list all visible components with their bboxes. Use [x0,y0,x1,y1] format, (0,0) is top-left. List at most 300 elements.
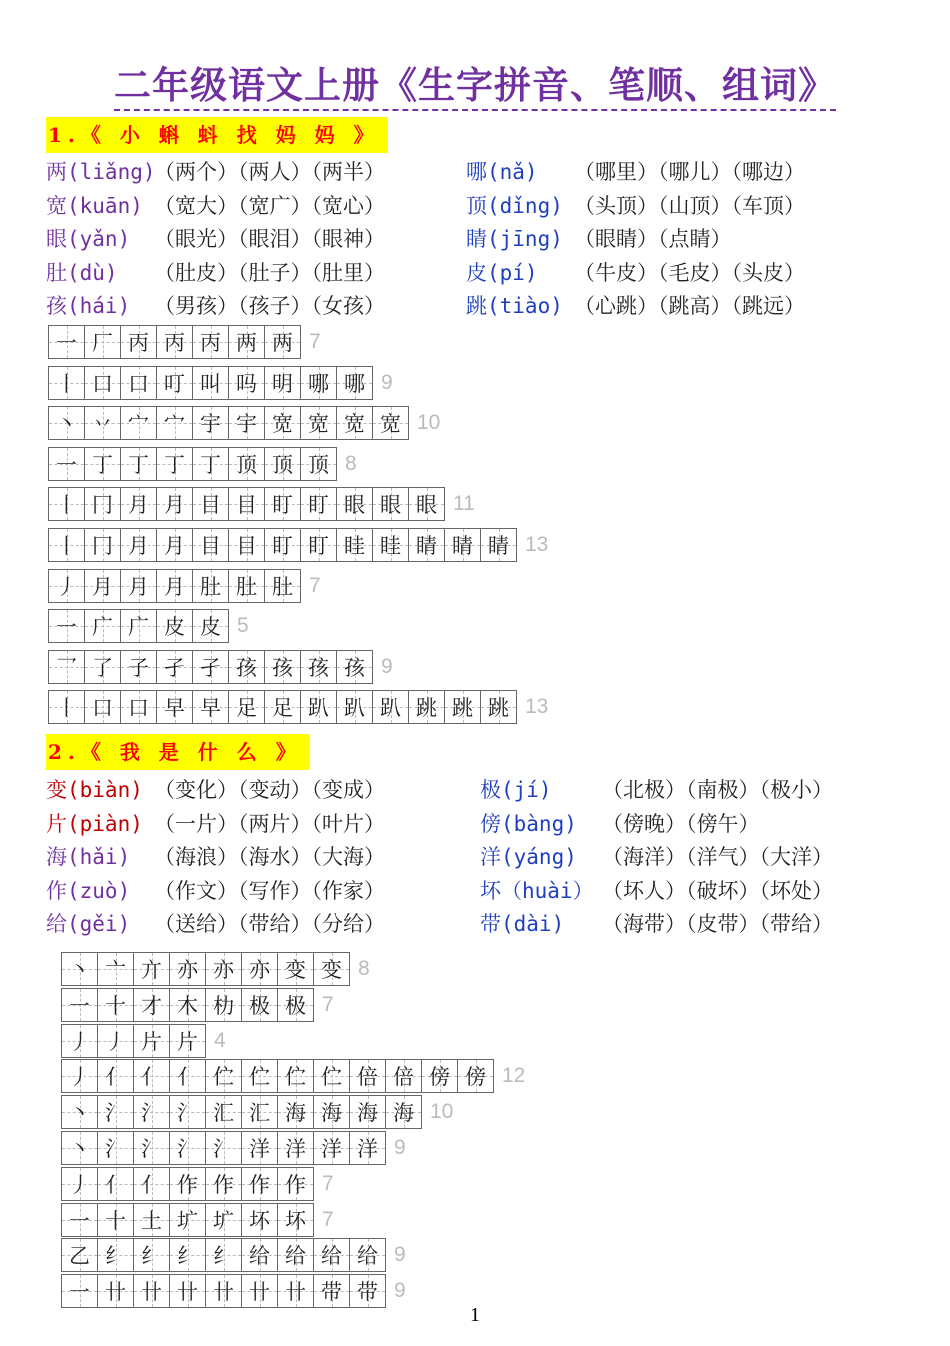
stroke-glyph: 才 [141,993,162,1018]
stroke-order-row [48,609,249,643]
vocab-char: 肚 [46,260,67,285]
stroke-cell [62,1239,98,1271]
stroke-cell [350,1132,385,1164]
vocab-words: （男孩）（孩子）（女孩） [154,294,385,318]
stroke-cell [98,1168,134,1200]
stroke-cells [48,366,373,400]
stroke-glyph: 皮 [200,615,221,640]
stroke-glyph: 跳 [416,696,437,721]
stroke-count: 9 [394,1279,406,1303]
stroke-order-row [48,650,393,684]
stroke-cell [373,488,409,520]
stroke-glyph: 早 [200,696,221,721]
stroke-cell [62,953,98,985]
vocab-row [46,842,385,872]
vocab-pinyin: (biàn) [67,778,143,802]
stroke-cells [48,528,517,562]
stroke-glyph: 叮 [164,371,185,396]
stroke-cell [337,407,373,439]
stroke-glyph: 宽 [308,412,329,437]
vocab-pinyin: (zuò) [67,878,131,903]
stroke-cell [121,651,157,683]
stroke-glyph: 坏 [249,1208,270,1233]
stroke-cell [62,1275,98,1307]
stroke-glyph: 给 [357,1244,378,1269]
vocab-char: 两 [46,160,67,184]
stroke-glyph: 海 [285,1101,306,1126]
stroke-glyph: 丶 [69,1137,90,1161]
stroke-glyph: 纟 [177,1244,198,1269]
stroke-cell [373,691,409,723]
stroke-cell [350,1096,386,1128]
stroke-cell [242,1168,278,1200]
stroke-cell [170,1132,206,1164]
stroke-cell [265,326,300,358]
stroke-cell [314,1060,350,1092]
vocab-row [466,191,805,221]
stroke-glyph: 作 [213,1172,234,1197]
vocab-row [480,909,833,939]
vocab-words: （一片）（两片）（叶片） [154,811,385,836]
stroke-count: 11 [453,492,475,516]
vocab-row [466,157,805,187]
stroke-glyph: 丙 [128,331,149,355]
stroke-cell [98,989,134,1021]
vocab-pinyin: (gěi) [67,912,131,936]
stroke-glyph: 亻 [105,1065,126,1090]
vocab-char: 洋 [480,845,501,869]
stroke-glyph: 亦 [249,958,270,982]
stroke-glyph: 一 [69,1280,90,1305]
stroke-cell [193,488,229,520]
stroke-cell [193,326,229,358]
stroke-cell [301,651,337,683]
stroke-glyph: 伫 [285,1065,306,1090]
stroke-glyph: 丁 [164,452,185,477]
stroke-count: 8 [345,451,357,475]
stroke-glyph: 丙 [164,331,185,355]
vocab-char: 哪 [466,160,487,184]
stroke-cell [85,488,121,520]
vocab-words: （心跳）（跳高）（跳远） [574,294,805,318]
stroke-order-row [61,1203,334,1237]
stroke-glyph: 给 [321,1244,342,1269]
vocab-char: 皮 [466,260,487,285]
vocab-pinyin: (yáng) [501,845,577,869]
stroke-glyph: 洋 [321,1137,342,1161]
stroke-cell [170,1239,206,1271]
vocab-char: 顶 [466,193,487,218]
stroke-count: 9 [394,1136,406,1159]
stroke-cell [62,1096,98,1128]
stroke-glyph: 伫 [321,1065,342,1090]
stroke-cell [170,1060,206,1092]
stroke-glyph: 带 [321,1280,342,1305]
stroke-glyph: 氵 [105,1137,126,1161]
stroke-cell [49,570,85,602]
vocab-row [466,291,805,321]
stroke-glyph: 丨 [56,696,77,721]
stroke-glyph: 丨 [56,493,77,518]
stroke-glyph: 极 [249,993,270,1018]
stroke-cell [206,1239,242,1271]
stroke-cells [61,1095,422,1129]
stroke-glyph: 肚 [200,574,221,599]
stroke-glyph: 片 [177,1029,198,1054]
stroke-glyph: 睛 [488,534,509,558]
vocab-words: （哪里）（哪儿）（哪边） [574,160,805,184]
stroke-cell [62,1168,98,1200]
stroke-cell [242,1096,278,1128]
stroke-cell [278,989,313,1021]
stroke-glyph: 丶 [69,1101,90,1126]
stroke-cell [49,610,85,642]
stroke-cells [61,1203,314,1237]
vocab-words: （海洋）（洋气）（大洋） [602,845,833,869]
stroke-glyph: 丶 [56,412,77,437]
stroke-glyph: 卄 [105,1280,126,1305]
page-number: 1 [470,1304,480,1326]
stroke-cell [85,407,121,439]
stroke-order-row [61,1059,525,1093]
stroke-cell [265,691,301,723]
stroke-count: 9 [394,1243,406,1267]
stroke-cell [206,953,242,985]
page-title [0,55,950,109]
stroke-cell [134,1275,170,1307]
stroke-cell [265,448,301,480]
vocab-char: 跳 [466,294,487,318]
vocab-words: （北极）（南极）（极小） [602,778,833,802]
stroke-cell [193,448,229,480]
stroke-cell [314,1239,350,1271]
vocab-row [46,775,385,805]
stroke-cell [422,1060,458,1092]
stroke-glyph: 木 [177,993,198,1018]
stroke-glyph: 顶 [308,452,329,477]
stroke-cell [337,488,373,520]
stroke-glyph: 月 [92,574,113,599]
stroke-cell [206,1096,242,1128]
vocab-words: （变化）（变动）（变成） [154,778,385,802]
stroke-glyph: 氵 [105,1101,126,1126]
stroke-glyph: 眼 [344,493,365,518]
stroke-glyph: 月 [128,574,149,599]
stroke-glyph: 洋 [285,1137,306,1161]
stroke-glyph: 跳 [452,696,473,721]
stroke-glyph: 月 [164,534,185,558]
stroke-glyph: 亦 [177,958,198,982]
stroke-cell [85,367,121,399]
stroke-cells [48,406,409,440]
stroke-cell [445,691,481,723]
stroke-cells [48,447,337,481]
stroke-glyph: 海 [393,1101,414,1126]
stroke-cell [242,1239,278,1271]
stroke-count: 7 [322,1171,334,1195]
stroke-cell [278,1132,314,1164]
stroke-cell [98,953,134,985]
stroke-glyph: 丿 [56,574,77,599]
stroke-order-row [48,690,548,724]
stroke-glyph: 眭 [344,534,365,558]
stroke-glyph: 变 [285,958,306,982]
stroke-glyph: 纟 [105,1244,126,1269]
stroke-cell [337,529,373,561]
stroke-cells [48,325,301,359]
stroke-cell [409,488,444,520]
stroke-count: 7 [322,992,334,1016]
stroke-glyph: 宇 [200,412,221,437]
stroke-glyph: 丨 [56,371,77,396]
vocab-words: （两个）（两人）（两半） [154,160,385,184]
stroke-order-row [48,447,357,481]
stroke-order-row [61,988,334,1022]
stroke-cell [49,488,85,520]
stroke-cells [61,1274,386,1308]
stroke-cell [301,407,337,439]
stroke-glyph: 叫 [200,371,221,396]
stroke-glyph: 目 [236,493,257,518]
stroke-glyph: 一 [56,615,77,640]
stroke-order-row [61,1131,406,1165]
stroke-cell [157,448,193,480]
vocab-pinyin: (piàn) [67,811,143,836]
stroke-cell [337,367,372,399]
stroke-glyph: 卄 [177,1280,198,1305]
stroke-cell [62,1060,98,1092]
stroke-glyph: 片 [141,1029,162,1054]
stroke-glyph: 广 [128,615,149,640]
vocab-char: 作 [46,878,67,903]
stroke-cell [134,1239,170,1271]
stroke-cell [62,1025,98,1057]
vocab-pinyin: (jí) [501,778,552,802]
vocab-row [466,258,805,288]
stroke-cell [170,1025,205,1057]
stroke-glyph: 氵 [141,1101,162,1126]
stroke-cell [278,953,314,985]
stroke-cell [229,407,265,439]
vocab-char: 片 [46,811,67,836]
stroke-cell [229,326,265,358]
stroke-count: 7 [309,330,321,353]
stroke-cell [242,1204,278,1236]
vocab-pinyin: (pí) [487,260,538,285]
stroke-cell [85,529,121,561]
stroke-cell [242,1132,278,1164]
stroke-cell [301,367,337,399]
stroke-glyph: 盯 [308,493,329,518]
stroke-cell [134,1096,170,1128]
stroke-glyph: 丿 [69,1172,90,1197]
stroke-cell [265,570,300,602]
stroke-glyph: 跳 [488,696,509,721]
vocab-char: 带 [480,912,501,936]
stroke-glyph: 目 [200,534,221,558]
stroke-glyph: 卄 [249,1280,270,1305]
stroke-cell [121,407,157,439]
stroke-cell [121,448,157,480]
stroke-cell [49,651,85,683]
stroke-glyph: 纟 [213,1244,234,1269]
stroke-glyph: 口 [128,371,149,396]
vocab-pinyin: (dù) [67,260,118,285]
vocab-words: （牛皮）（毛皮）（头皮） [574,260,805,285]
stroke-cell [481,529,516,561]
stroke-glyph: 丙 [200,331,221,355]
stroke-glyph: 口 [128,696,149,721]
stroke-glyph: 洋 [249,1137,270,1161]
stroke-cell [193,691,229,723]
stroke-count: 7 [309,573,321,597]
stroke-cell [85,570,121,602]
vocab-words: （眼光）（眼泪）（眼神） [154,227,385,251]
stroke-cell [157,367,193,399]
stroke-cell [229,448,265,480]
stroke-cell [193,570,229,602]
stroke-cell [121,326,157,358]
vocab-pinyin: (dǐng) [487,193,563,218]
stroke-glyph: 海 [321,1101,342,1126]
stroke-cell [193,651,229,683]
stroke-glyph: 肚 [272,574,293,599]
vocab-char: 变 [46,778,67,802]
stroke-glyph: 亻 [141,1172,162,1197]
stroke-glyph: 傍 [465,1065,486,1090]
stroke-cell [157,691,193,723]
stroke-glyph: 傍 [429,1065,450,1090]
stroke-glyph: 卄 [285,1280,306,1305]
stroke-glyph: 亦 [213,958,234,982]
stroke-cell [373,407,408,439]
vocab-row [480,775,833,805]
section-heading-2: 2.《 我 是 什 么 》 [46,734,310,770]
stroke-glyph: 带 [357,1280,378,1305]
stroke-glyph: 足 [272,696,293,721]
stroke-cell [157,610,193,642]
vocab-words: （海带）（皮带）（带给） [602,912,833,936]
stroke-glyph: 圹 [213,1208,234,1233]
stroke-cell [134,1060,170,1092]
stroke-order-row [61,1167,334,1201]
stroke-glyph: 月 [164,493,185,518]
stroke-cell [62,1204,98,1236]
stroke-glyph: 洋 [357,1137,378,1161]
stroke-count: 10 [417,411,441,435]
stroke-cell [386,1096,421,1128]
stroke-count: 8 [358,957,370,980]
vocab-pinyin: (dài) [501,912,565,936]
stroke-cell [98,1204,134,1236]
stroke-glyph: 孩 [344,655,365,680]
stroke-glyph: 广 [92,615,113,640]
stroke-glyph: 氵 [141,1137,162,1161]
stroke-glyph: 了 [92,655,113,680]
stroke-glyph: 目 [200,493,221,518]
stroke-cell [170,1204,206,1236]
stroke-order-row [48,487,475,521]
stroke-glyph: 氵 [177,1101,198,1126]
stroke-glyph: 圹 [177,1208,198,1233]
vocab-row [46,909,385,939]
stroke-glyph: 极 [285,993,306,1018]
stroke-cell [314,1096,350,1128]
stroke-cell [314,1275,350,1307]
stroke-cell [458,1060,493,1092]
stroke-order-row [61,952,370,986]
stroke-glyph: 宽 [344,412,365,437]
stroke-glyph: 作 [177,1172,198,1197]
stroke-cells [48,650,373,684]
stroke-count: 13 [525,533,549,556]
stroke-glyph: 盯 [272,534,293,558]
vocab-pinyin: (liǎng) [67,160,156,184]
stroke-glyph: 宀 [164,412,185,437]
stroke-cell [386,1060,422,1092]
stroke-cell [121,570,157,602]
stroke-cell [265,488,301,520]
stroke-glyph: 月 [164,574,185,599]
stroke-glyph: 汇 [213,1101,234,1126]
stroke-count: 7 [322,1207,334,1231]
stroke-cell [85,610,121,642]
stroke-glyph: 亻 [177,1065,198,1090]
stroke-cell [170,953,206,985]
stroke-cell [350,1060,386,1092]
stroke-cell [134,989,170,1021]
stroke-cells [61,1131,386,1165]
vocab-row [46,291,385,321]
vocab-row [46,191,385,221]
stroke-order-row [61,1024,226,1058]
stroke-cell [229,488,265,520]
stroke-count: 13 [525,695,549,719]
stroke-cell [62,1132,98,1164]
stroke-order-row [48,528,548,562]
vocab-char: 给 [46,912,67,936]
stroke-cell [134,1132,170,1164]
stroke-glyph: 丶 [69,958,90,982]
stroke-cell [49,691,85,723]
stroke-cell [265,651,301,683]
stroke-glyph: 早 [164,696,185,721]
vocab-char: 宽 [46,193,67,218]
stroke-cell [301,448,336,480]
stroke-glyph: 丁 [128,452,149,477]
stroke-glyph: 丁 [92,452,113,477]
vocab-row [46,258,385,288]
stroke-cell [242,1060,278,1092]
stroke-cell [206,989,242,1021]
stroke-cell [98,1096,134,1128]
stroke-cell [350,1275,385,1307]
stroke-glyph: 眼 [380,493,401,518]
stroke-count: 5 [237,614,249,638]
stroke-cell [49,529,85,561]
stroke-order-row [48,366,393,400]
stroke-cell [265,407,301,439]
stroke-glyph: 吗 [236,371,257,396]
vocab-row [46,876,385,906]
stroke-glyph: 卄 [141,1280,162,1305]
stroke-cell [301,691,337,723]
vocab-row [466,224,732,254]
stroke-glyph: 皮 [164,615,185,640]
stroke-glyph: 丿 [69,1065,90,1090]
stroke-cell [373,529,409,561]
vocab-pinyin: （huài） [501,878,594,903]
